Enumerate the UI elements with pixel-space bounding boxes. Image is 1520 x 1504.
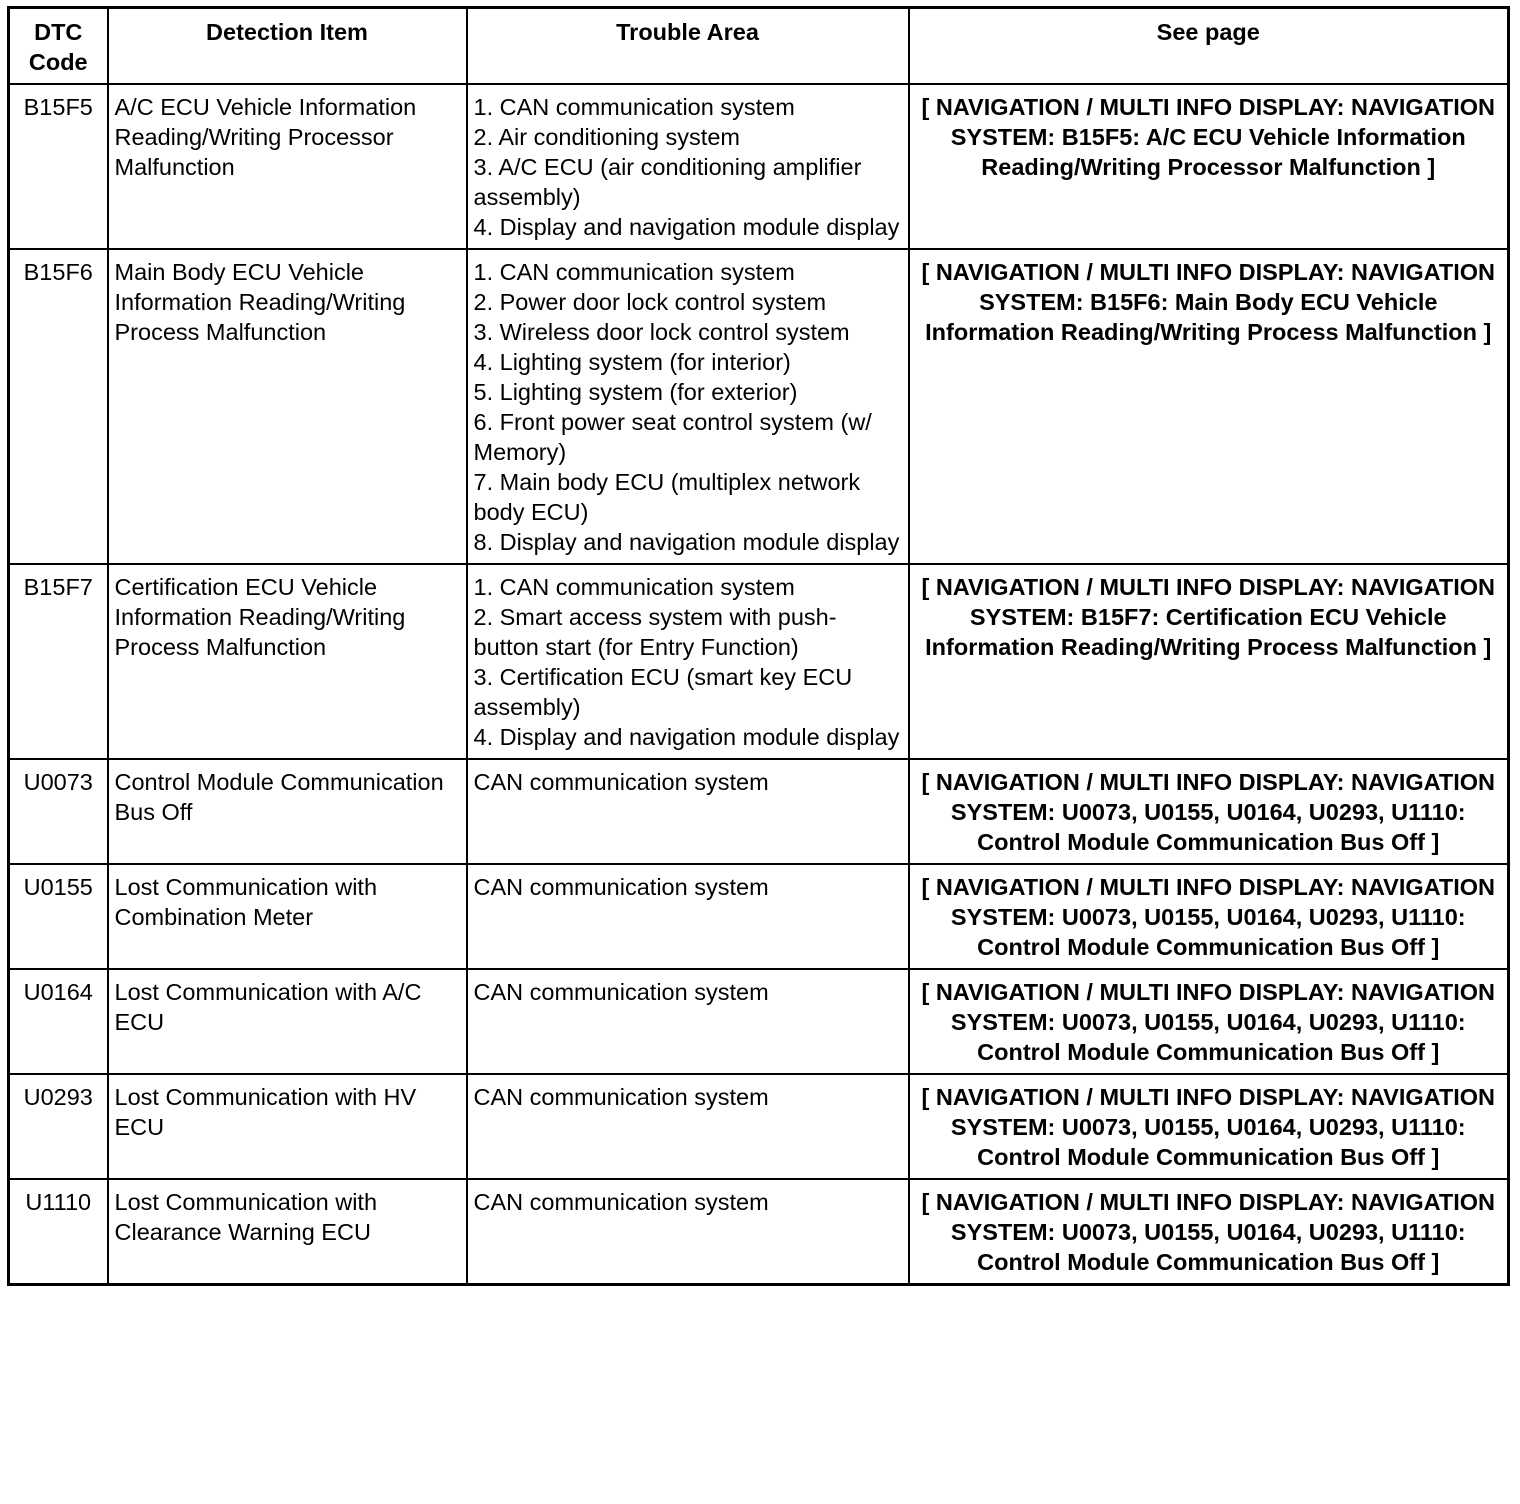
trouble-area-item: CAN communication system [473,874,769,900]
trouble-area-cell [467,84,909,249]
trouble-area-item: CAN communication system [473,979,769,1005]
dtc-code-cell: U1110 [9,1179,108,1285]
see-page-link[interactable]: [ NAVIGATION / MULTI INFO DISPLAY: NAVIGATION SYSTEM: U0073, U0155, U0164, U0293, U1110: Control Module Communication Bus Off ] [909,969,1509,1074]
trouble-area-item: 4. Display and navigation module display [473,214,900,240]
trouble-area-cell [467,969,909,1074]
header-trouble-area: Trouble Area [467,8,909,85]
dtc-code-cell: U0155 [9,864,108,969]
header-dtc-code [9,8,108,85]
see-page-link[interactable]: [ NAVIGATION / MULTI INFO DISPLAY: NAVIGATION SYSTEM: U0073, U0155, U0164, U0293, U1110: Control Module Communication Bus Off ] [909,1179,1509,1285]
header-dtc-code-line: Code [28,49,88,75]
see-page-link[interactable]: [ NAVIGATION / MULTI INFO DISPLAY: NAVIGATION SYSTEM: U0073, U0155, U0164, U0293, U1110: Control Module Communication Bus Off ] [909,1074,1509,1179]
see-page-link[interactable]: [ NAVIGATION / MULTI INFO DISPLAY: NAVIGATION SYSTEM: B15F6: Main Body ECU Vehicle Information Reading/Writing Process Malfunction ] [909,249,1509,564]
trouble-area-item: 3. Certification ECU (smart key ECU assembly) [473,664,853,720]
detection-item-cell: Lost Communication with A/C ECU [108,969,467,1074]
dtc-code-cell: U0073 [9,759,108,864]
header-see-page: See page [909,8,1509,85]
trouble-area-item: 6. Front power seat control system (w/ Memory) [473,409,872,465]
table-body [9,84,1509,1285]
trouble-area-cell [467,759,909,864]
trouble-area-item: 7. Main body ECU (multiplex network body ECU) [473,469,861,525]
see-page-link[interactable]: [ NAVIGATION / MULTI INFO DISPLAY: NAVIGATION SYSTEM: U0073, U0155, U0164, U0293, U1110: Control Module Communication Bus Off ] [909,864,1509,969]
trouble-area-item: 1. CAN communication system [473,574,795,600]
trouble-area-item: 1. CAN communication system [473,259,795,285]
header-row [9,8,1509,85]
dtc-code-cell: B15F7 [9,564,108,759]
trouble-area-item: 4. Display and navigation module display [473,724,900,750]
table-row [9,1179,1509,1285]
table-row [9,249,1509,564]
table-row [9,864,1509,969]
trouble-area-item: 2. Smart access system with push-button start (for Entry Function) [473,604,837,660]
detection-item-cell: Main Body ECU Vehicle Information Reading/Writing Process Malfunction [108,249,467,564]
trouble-area-cell [467,864,909,969]
detection-item-cell: Lost Communication with HV ECU [108,1074,467,1179]
table-header [9,8,1509,85]
detection-item-cell: A/C ECU Vehicle Information Reading/Writing Processor Malfunction [108,84,467,249]
trouble-area-item: 2. Power door lock control system [473,289,827,315]
trouble-area-item: CAN communication system [473,1084,769,1110]
see-page-link[interactable]: [ NAVIGATION / MULTI INFO DISPLAY: NAVIGATION SYSTEM: U0073, U0155, U0164, U0293, U1110: Control Module Communication Bus Off ] [909,759,1509,864]
trouble-area-cell [467,249,909,564]
dtc-code-cell: U0164 [9,969,108,1074]
see-page-link[interactable]: [ NAVIGATION / MULTI INFO DISPLAY: NAVIGATION SYSTEM: B15F7: Certification ECU Vehicle Information Reading/Writing Process Malfunction ] [909,564,1509,759]
trouble-area-item: 3. A/C ECU (air conditioning amplifier assembly) [473,154,862,210]
trouble-area-item: 4. Lighting system (for interior) [473,349,791,375]
trouble-area-cell [467,1074,909,1179]
table-row [9,1074,1509,1179]
trouble-area-item: 8. Display and navigation module display [473,529,900,555]
trouble-area-item: 2. Air conditioning system [473,124,740,150]
table-row [9,84,1509,249]
trouble-area-item: 1. CAN communication system [473,94,795,120]
trouble-area-item: CAN communication system [473,1189,769,1215]
trouble-area-item: CAN communication system [473,769,769,795]
detection-item-cell: Control Module Communication Bus Off [108,759,467,864]
trouble-area-item: 5. Lighting system (for exterior) [473,379,798,405]
dtc-table [7,6,1510,1286]
dtc-code-cell: U0293 [9,1074,108,1179]
trouble-area-item: 3. Wireless door lock control system [473,319,850,345]
table-row [9,564,1509,759]
table-row [9,969,1509,1074]
dtc-code-cell: B15F6 [9,249,108,564]
header-detection-item: Detection Item [108,8,467,85]
see-page-link[interactable]: [ NAVIGATION / MULTI INFO DISPLAY: NAVIGATION SYSTEM: B15F5: A/C ECU Vehicle Information Reading/Writing Processor Malfunction ] [909,84,1509,249]
dtc-code-cell: B15F5 [9,84,108,249]
detection-item-cell: Lost Communication with Clearance Warning ECU [108,1179,467,1285]
trouble-area-cell [467,564,909,759]
header-dtc-code-line: DTC [34,19,83,45]
detection-item-cell: Certification ECU Vehicle Information Reading/Writing Process Malfunction [108,564,467,759]
trouble-area-cell [467,1179,909,1285]
detection-item-cell: Lost Communication with Combination Meter [108,864,467,969]
table-row [9,759,1509,864]
